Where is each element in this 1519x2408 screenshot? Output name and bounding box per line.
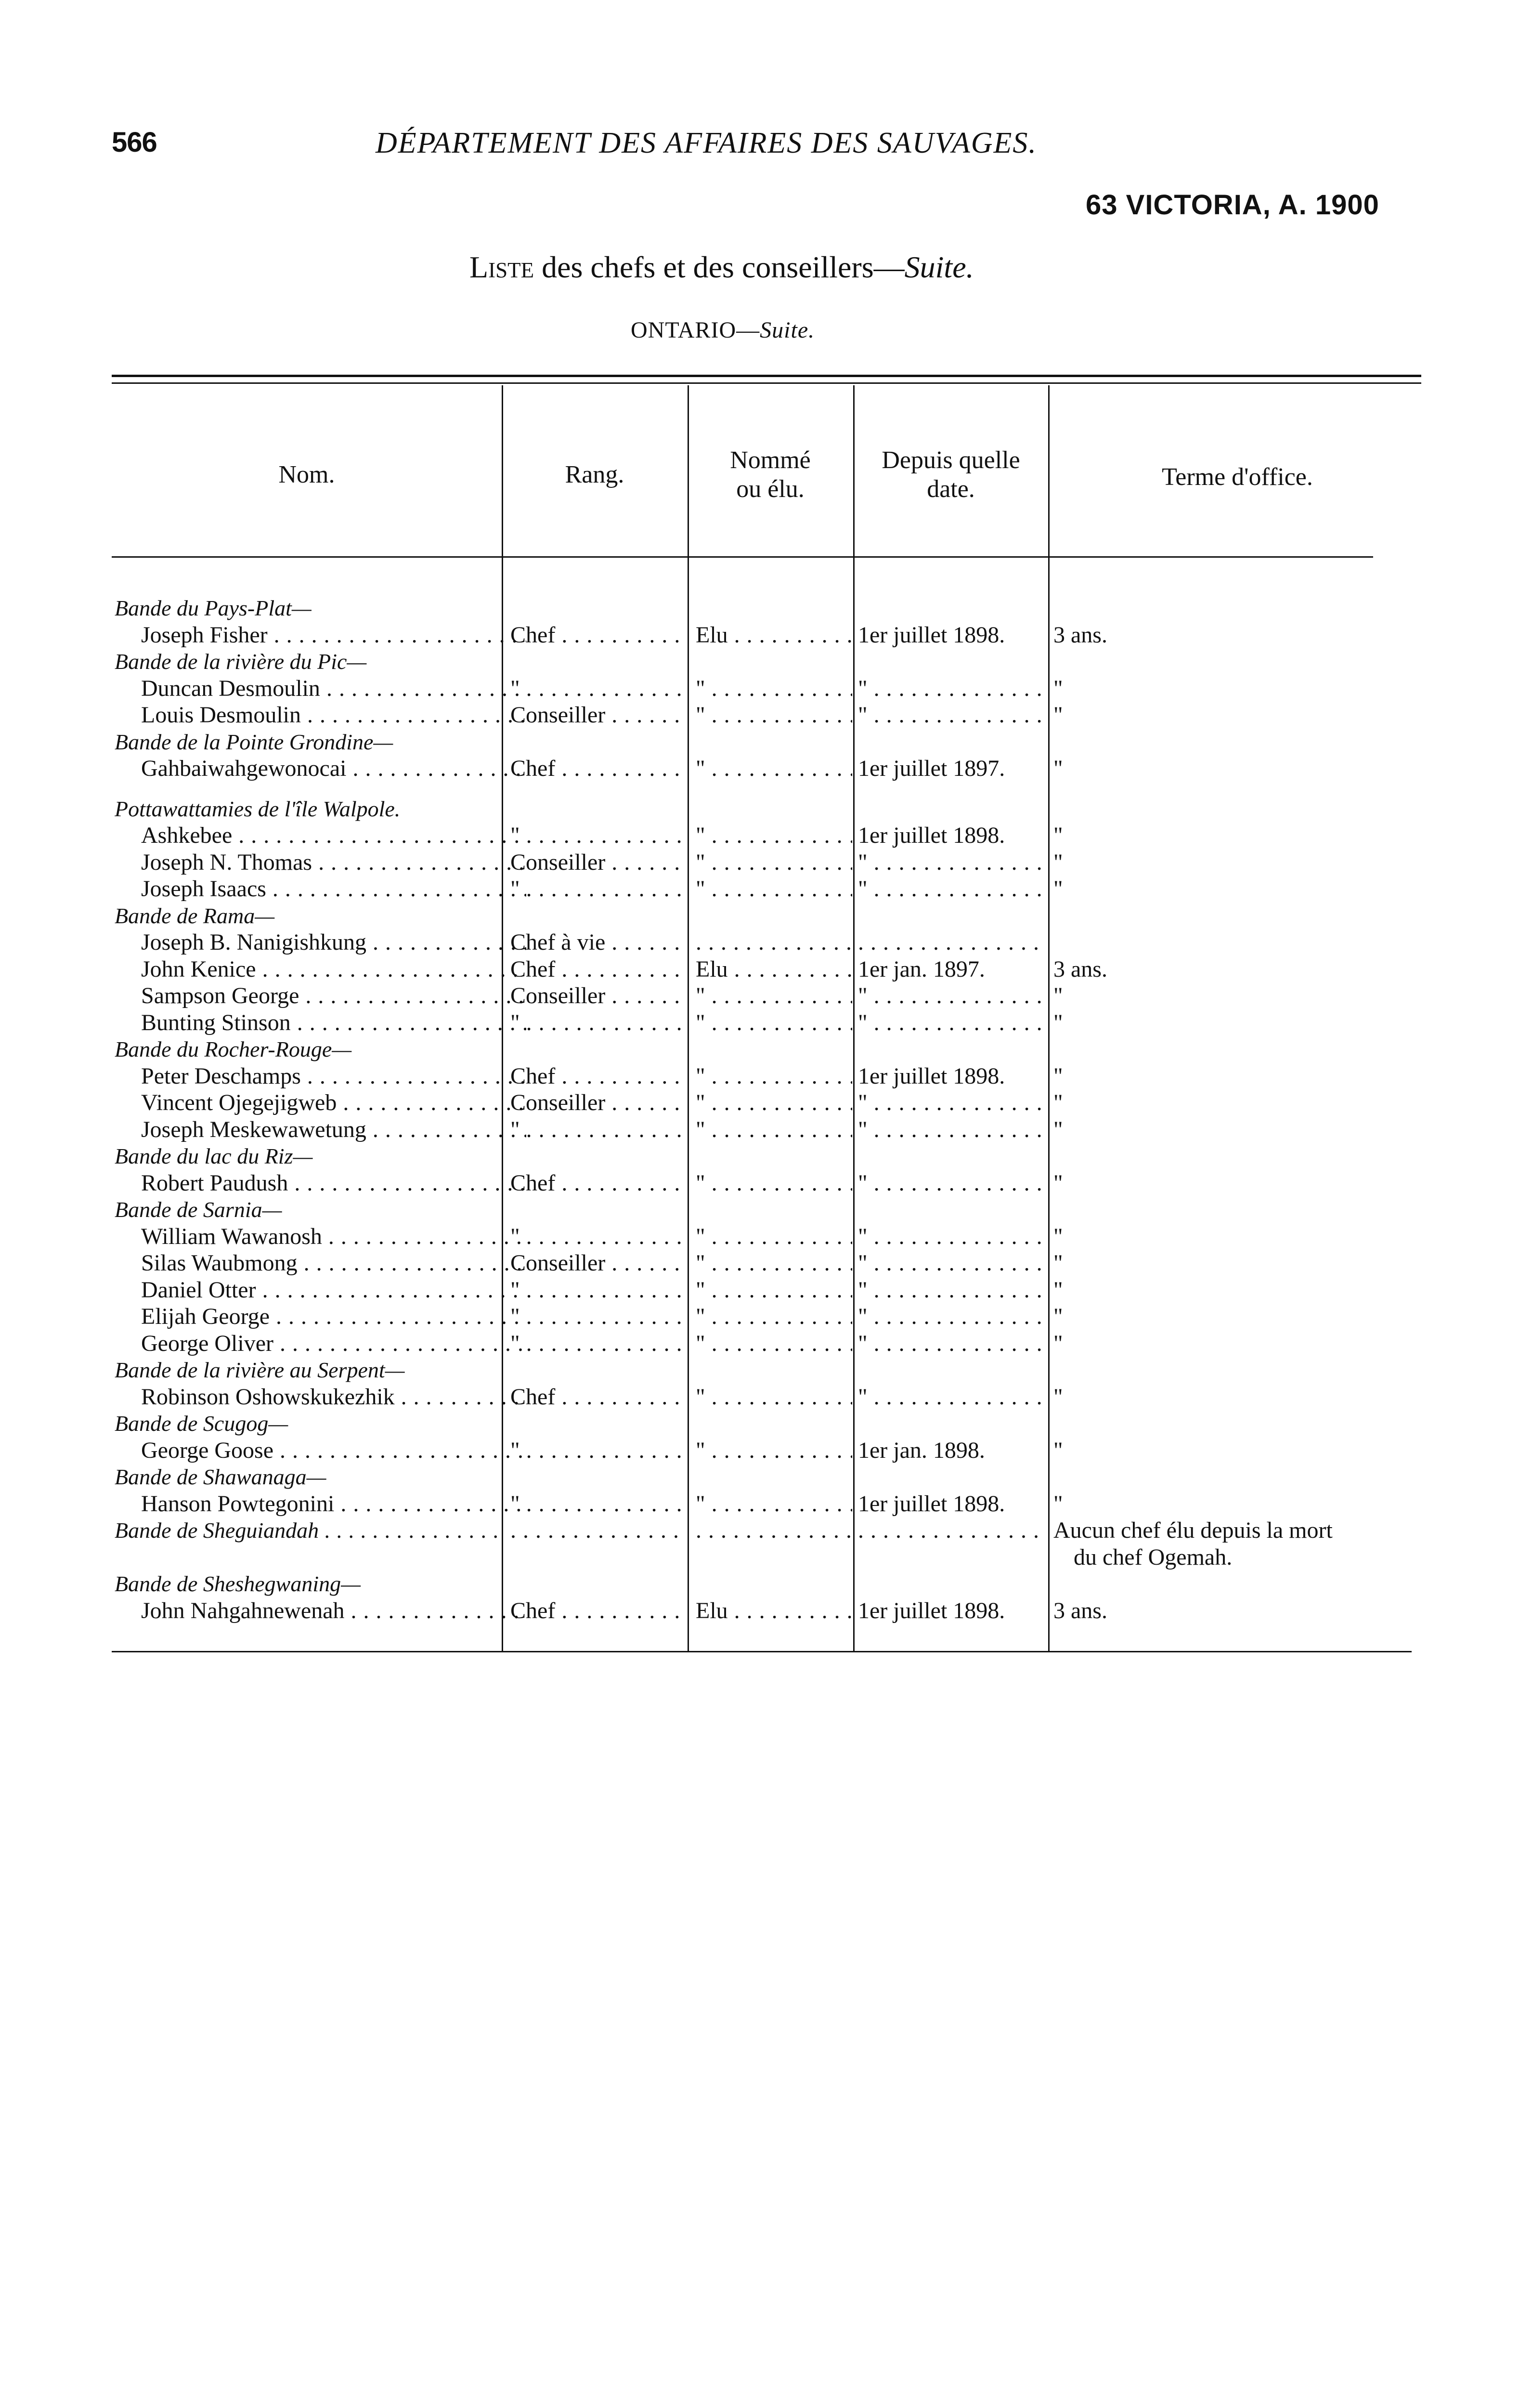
- band-name: Bande de Shawanaga—: [115, 1465, 326, 1489]
- member-name: George Goose . . .: [115, 1437, 526, 1464]
- rank-cell: " . . .: [510, 1330, 686, 1357]
- member-name: Joseph Fisher . . .: [115, 622, 526, 649]
- member-name: Ashkebee . . .: [115, 822, 526, 849]
- term-cell: ": [1053, 1116, 1063, 1142]
- rank-cell: [510, 1517, 686, 1544]
- term-cell: ": [1053, 1491, 1063, 1517]
- appointed-cell: Elu . . .: [696, 956, 852, 983]
- rank-cell: Chef . . .: [510, 622, 686, 649]
- remark-cell: Aucun chef élu depuis la mort: [1053, 1518, 1333, 1543]
- band-name: Bande de la Pointe Grondine—: [115, 729, 393, 754]
- remark-cell: du chef Ogemah.: [1074, 1544, 1233, 1570]
- band-name: Bande de Sheshegwaning—: [115, 1571, 361, 1596]
- date-cell: 1er juillet 1898.: [858, 622, 1005, 648]
- appointed-cell: " . . .: [696, 1491, 852, 1518]
- term-cell: ": [1053, 823, 1063, 848]
- member-name: Vincent Ojegejigweb . . .: [115, 1089, 526, 1116]
- band-name: Bande de Scugog—: [115, 1411, 288, 1436]
- date-cell: " . . .: [858, 1170, 1047, 1197]
- rank-cell: " . . .: [510, 1223, 686, 1250]
- rank-cell: Conseiller . . .: [510, 1250, 686, 1277]
- rank-cell: Conseiller . . .: [510, 702, 686, 729]
- column-header-nom: Nom.: [278, 461, 335, 488]
- date-cell: " . . .: [858, 1250, 1047, 1277]
- appointed-cell: " . . .: [696, 849, 852, 876]
- rank-cell: " . . .: [510, 1116, 686, 1143]
- rank-cell: Chef . . .: [510, 1063, 686, 1090]
- date-cell: " . . .: [858, 675, 1047, 702]
- appointed-cell: " . . .: [696, 1063, 852, 1090]
- appointed-cell: Elu . . .: [696, 1597, 852, 1624]
- band-name: Bande du lac du Riz—: [115, 1144, 313, 1168]
- appointed-cell: " . . .: [696, 876, 852, 903]
- appointed-cell: " . . .: [696, 1250, 852, 1277]
- header-bottom-rule: [112, 556, 1373, 558]
- term-cell: ": [1053, 1170, 1063, 1196]
- appointed-cell: " . . .: [696, 1277, 852, 1304]
- term-cell: ": [1053, 1090, 1063, 1115]
- date-cell: " . . .: [858, 982, 1047, 1009]
- date-cell: " . . .: [858, 1116, 1047, 1143]
- list-title-rest: des chefs et des conseillers—: [534, 250, 905, 284]
- band-name: Bande du Pays-Plat—: [115, 596, 312, 620]
- date-cell: " . . .: [858, 1223, 1047, 1250]
- band-name: Bande de la rivière au Serpent—: [115, 1358, 405, 1382]
- date-cell: 1er jan. 1898.: [858, 1437, 985, 1463]
- appointed-cell: " . . .: [696, 1116, 852, 1143]
- member-name: William Wawanosh . . .: [115, 1223, 526, 1250]
- rank-cell: Chef . . .: [510, 755, 686, 782]
- appointed-cell: " . . .: [696, 702, 852, 729]
- date-cell: [858, 1517, 1047, 1544]
- appointed-cell: " . . .: [696, 1384, 852, 1411]
- rank-cell: Conseiller . . .: [510, 1089, 686, 1116]
- band-name: Bande de Rama—: [115, 903, 275, 928]
- term-cell: ": [1053, 1384, 1063, 1410]
- member-name: Duncan Desmoulin . . .: [115, 675, 526, 702]
- rank-cell: Conseiller . . .: [510, 982, 686, 1009]
- rank-cell: Chef . . .: [510, 1597, 686, 1624]
- appointed-cell: Elu . . .: [696, 622, 852, 649]
- member-name: Silas Waubmong . . .: [115, 1250, 526, 1277]
- appointed-cell: [696, 929, 852, 956]
- date-cell: " . . .: [858, 1303, 1047, 1330]
- member-name: Joseph N. Thomas . . .: [115, 849, 526, 876]
- appointed-cell: " . . .: [696, 1330, 852, 1357]
- appointed-cell: " . . .: [696, 982, 852, 1009]
- appointed-cell: [696, 1517, 852, 1544]
- page-number: 566: [112, 127, 157, 158]
- date-cell: " . . .: [858, 1089, 1047, 1116]
- date-cell: 1er juillet 1898.: [858, 1491, 1005, 1517]
- term-cell: ": [1053, 702, 1063, 728]
- member-name: John Kenice . . .: [115, 956, 526, 983]
- date-cell: 1er jan. 1897.: [858, 956, 985, 982]
- term-cell: ": [1053, 1437, 1063, 1463]
- appointed-cell: " . . .: [696, 1437, 852, 1464]
- member-name: Louis Desmoulin . . .: [115, 702, 526, 729]
- term-cell: 3 ans.: [1053, 1597, 1107, 1623]
- member-name: Hanson Powtegonini . . .: [115, 1491, 526, 1518]
- band-name: Bande de Sarnia—: [115, 1197, 282, 1222]
- appointed-cell: " . . .: [696, 1170, 852, 1197]
- date-cell: " . . .: [858, 876, 1047, 903]
- appointed-cell: " . . .: [696, 1009, 852, 1036]
- member-name: Gahbaiwahgewonocai . . .: [115, 755, 526, 782]
- rank-cell: Chef . . .: [510, 956, 686, 983]
- appointed-cell: " . . .: [696, 1223, 852, 1250]
- column-header-depuis-2: date.: [927, 475, 975, 503]
- member-name: George Oliver . . .: [115, 1330, 526, 1357]
- appointed-cell: " . . .: [696, 1089, 852, 1116]
- date-cell: " . . .: [858, 702, 1047, 729]
- member-name: Sampson George . . .: [115, 982, 526, 1009]
- rank-cell: " . . .: [510, 1277, 686, 1304]
- list-title: [469, 249, 974, 285]
- province-title: [631, 317, 815, 343]
- date-cell: " . . .: [858, 1277, 1047, 1304]
- column-divider-3: [853, 385, 855, 1652]
- rank-cell: " . . .: [510, 876, 686, 903]
- term-cell: ": [1053, 1009, 1063, 1035]
- appointed-cell: " . . .: [696, 822, 852, 849]
- rank-cell: Conseiller . . .: [510, 849, 686, 876]
- member-name: Peter Deschamps . . .: [115, 1063, 526, 1090]
- rank-cell: " . . .: [510, 1491, 686, 1518]
- column-header-nomme-2: ou élu.: [736, 475, 805, 503]
- list-title-suite: Suite.: [904, 250, 974, 284]
- province-suite: Suite.: [760, 317, 815, 343]
- band-name: Bande de la rivière du Pic—: [115, 649, 367, 674]
- term-cell: ": [1053, 756, 1063, 781]
- term-cell: ": [1053, 1250, 1063, 1276]
- term-cell: ": [1053, 1063, 1063, 1089]
- rank-cell: " . . .: [510, 675, 686, 702]
- list-title-lead: Liste: [469, 250, 534, 284]
- appointed-cell: " . . .: [696, 1303, 852, 1330]
- member-name: Daniel Otter . . .: [115, 1277, 526, 1304]
- date-cell: 1er juillet 1898.: [858, 1597, 1005, 1623]
- date-cell: " . . .: [858, 849, 1047, 876]
- term-cell: ": [1053, 876, 1063, 902]
- date-cell: " . . .: [858, 1009, 1047, 1036]
- term-cell: 3 ans.: [1053, 956, 1107, 982]
- date-cell: 1er juillet 1898.: [858, 1063, 1005, 1089]
- date-cell: 1er juillet 1897.: [858, 756, 1005, 781]
- table-bottom-rule: [112, 1651, 1412, 1652]
- column-divider-4: [1048, 385, 1050, 1652]
- table-top-rule-thin: [112, 382, 1421, 384]
- member-name: Joseph Meskewawetung . . .: [115, 1116, 526, 1143]
- rank-cell: " . . .: [510, 1437, 686, 1464]
- term-cell: ": [1053, 1330, 1063, 1356]
- province-name: ONTARIO—: [631, 317, 760, 343]
- term-cell: ": [1053, 1223, 1063, 1249]
- member-name: Robinson Oshowskukezhik . . .: [115, 1384, 526, 1411]
- session-title: 63 VICTORIA, A. 1900: [1086, 189, 1379, 221]
- appointed-cell: " . . .: [696, 755, 852, 782]
- rank-cell: Chef . . .: [510, 1384, 686, 1411]
- band-name: Bande du Rocher-Rouge—: [115, 1037, 352, 1061]
- member-name: Joseph Isaacs . . .: [115, 876, 526, 903]
- column-header-terme: Terme d'office.: [1162, 463, 1313, 491]
- member-name: Bunting Stinson . . .: [115, 1009, 526, 1036]
- column-header-depuis-1: Depuis quelle: [882, 446, 1020, 474]
- band-name: Pottawattamies de l'île Walpole.: [115, 796, 401, 821]
- rank-cell: " . . .: [510, 1009, 686, 1036]
- term-cell: 3 ans.: [1053, 622, 1107, 648]
- term-cell: ": [1053, 983, 1063, 1008]
- date-cell: " . . .: [858, 1330, 1047, 1357]
- rank-cell: Chef à vie . . .: [510, 929, 686, 956]
- date-cell: [858, 929, 1047, 956]
- date-cell: 1er juillet 1898.: [858, 823, 1005, 848]
- rank-cell: " . . .: [510, 822, 686, 849]
- column-header-nomme-1: Nommé: [730, 446, 811, 474]
- member-name: Joseph B. Nanigishkung . . .: [115, 929, 526, 956]
- column-header-rang: Rang.: [565, 461, 624, 488]
- date-cell: " . . .: [858, 1384, 1047, 1411]
- term-cell: ": [1053, 1304, 1063, 1329]
- member-name: Robert Paudush . . .: [115, 1170, 526, 1197]
- column-divider-2: [688, 385, 689, 1652]
- term-cell: ": [1053, 675, 1063, 701]
- band-name: Bande de Sheguiandah . . .: [115, 1517, 500, 1544]
- department-title: DÉPARTEMENT DES AFFAIRES DES SAUVAGES.: [376, 127, 1037, 159]
- rank-cell: Chef . . .: [510, 1170, 686, 1197]
- rank-cell: " . . .: [510, 1303, 686, 1330]
- term-cell: ": [1053, 1277, 1063, 1303]
- appointed-cell: " . . .: [696, 675, 852, 702]
- member-name: Elijah George . . .: [115, 1303, 526, 1330]
- member-name: John Nahgahnewenah . . .: [115, 1597, 526, 1624]
- term-cell: ": [1053, 849, 1063, 875]
- table-top-rule: [112, 375, 1421, 377]
